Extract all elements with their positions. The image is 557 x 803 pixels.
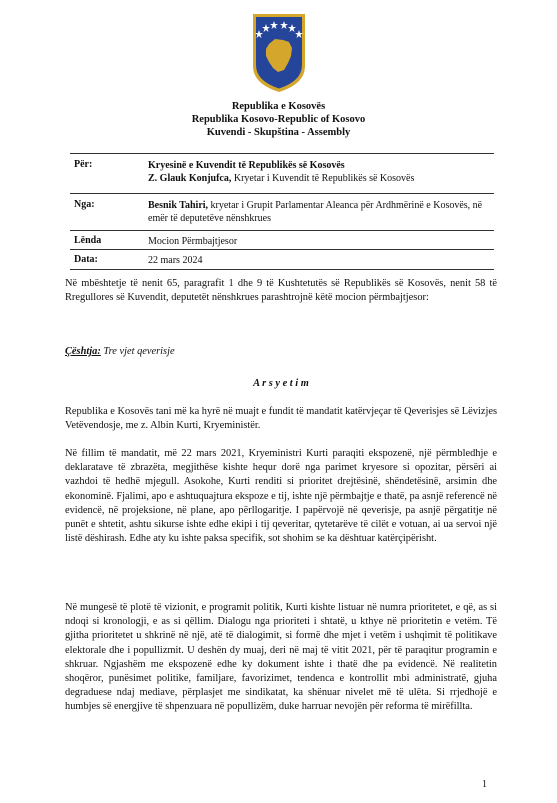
- sender-name: Besnik Tahiri,: [148, 200, 209, 211]
- recipient-row: [70, 153, 494, 194]
- section-title: A r s y e t i m: [253, 378, 309, 389]
- subject-label: Lënda: [74, 235, 102, 246]
- date-label: Data:: [74, 254, 98, 265]
- sender-row: [70, 193, 494, 231]
- issue-label: Çështja:: [65, 346, 101, 357]
- issue-value: Tre vjet qeverisje: [103, 346, 175, 357]
- header-country: Republika e Kosovës: [231, 101, 326, 112]
- recipient-name: Z. Glauk Konjufca,: [148, 173, 232, 184]
- recipient-label: Për:: [74, 159, 93, 170]
- subject-row: [70, 230, 494, 250]
- recipient-role: Kryetar i Kuvendit të Republikës së Kosovës: [231, 173, 415, 184]
- header-assembly: Kuvendi - Skupština - Assembly: [206, 127, 351, 138]
- intro-paragraph: Në mbështetje të nenit 65, paragrafit 1 dhe 9 të Kushtetutës së Republikës së Kosovës, nenit 58 të Rregullores së Kuvendit, deputetët nënshkrues parashtrojnë këtë mocion përmbajtjesor:: [65, 278, 497, 304]
- recipient-institution: Kryesinë e Kuvendit të Republikës së Kosovës: [148, 160, 345, 171]
- header-country-multilingual: Republika Kosovo-Republic of Kosovo: [191, 114, 366, 125]
- kosovo-coat-of-arms-icon: [251, 12, 307, 94]
- sender-label: Nga:: [74, 199, 95, 210]
- date-row: [70, 249, 494, 270]
- subject-value: Mocion Përmbajtjesor: [148, 236, 238, 247]
- sender-role: kryetar i Grupit Parlamentar Aleanca për Ardhmërinë e Kosovës, në emër të deputetëve nënshkrues: [148, 200, 483, 224]
- paragraph-2: Në fillim të mandatit, më 22 mars 2021, Kryeministri Kurti paraqiti ekspozenë, një përmbledhje e deklaratave të zbrazëta, megjithëse kishte hequr dorë nga parimet kryesore si opozitar, përsëri ai vazhdoi të hedhë mjegull. Asokohe, Kurti renditi si prioritet drejtësinë, shëndetësinë, arsimin dhe ekonominë. Fjalimi, apo e ashtuquajtura ekspoze e tij, ishte një përmbajtje e thatë, pa asnjë referencë në evidencë, në projeksione, në plane, apo përllogaritje. I papërvojë në qeverisje, pa asnjë përgatitje në punët e shtetit, ashtu sikurse ishte edhe ekipi i tij qeveritar, qytetarëve të cilët e votuan, ai ua servoi një listë dëshirash. Edhe aty ku ishte paksa specifik, sot shohim se ka dështuar katërçipërisht.: [65, 448, 497, 545]
- page-number: 1: [482, 779, 487, 790]
- paragraph-3: Në mungesë të plotë të vizionit, e programit politik, Kurti kishte listuar në numra prioritetet, e që, as si ndoqi si kronologji, e as si qëllim. Dialogu nga prioriteti i shtatë, u kthye në prioritetin e vetëm. Të gjitha prioritetet u shkrinë në një, atë të dialogimit, si formë dhe mjet i vetëm i ushqimit të politikave elektorale dhe i popullizmit. U deshën dy muaj, deri në maj të vitit 2021, për të paraqitur programin e shkruar. Ngjashëm me ekspozenë edhe ky dokument ishte i thatë dhe pa evidencë. Në realitetin shoqëror, punësimet politike, familjare, favorizimet, tendenca e kontrollit mbi administratë, gjuha degraduese ndaj mediave, përplasjet me sindikatat, ka shënuar nivelet më të ulëta. Si rrjedhojë e humbjes së energjive të shpenzuara në popullizëm, duke harruar nevojën për reforma të mirëfillta.: [65, 602, 497, 713]
- date-value: 22 mars 2024: [148, 255, 203, 266]
- issue-line: [65, 345, 497, 359]
- paragraph-1: Republika e Kosovës tani më ka hyrë në muajt e fundit të mandatit katërvjeçar të Qeverisjes së Lëvizjes Vetëvendosje, me z. Albin Kurti, Kryeministër.: [65, 406, 497, 432]
